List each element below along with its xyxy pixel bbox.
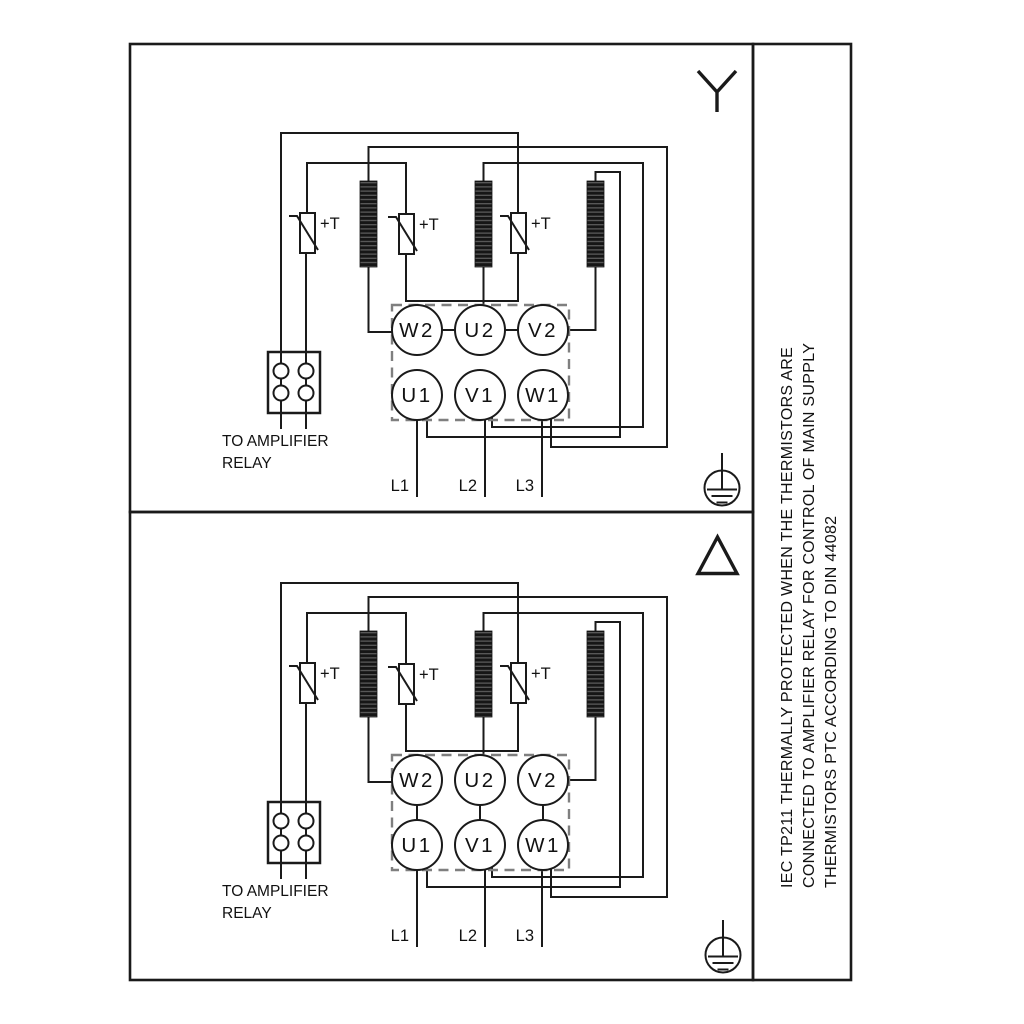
terminal-u1-label: U1: [401, 384, 433, 407]
motor-winding-coil-3: [587, 631, 604, 717]
supply-line-l3-label: L3: [515, 927, 534, 945]
thermistor-icon-3: [500, 213, 551, 253]
relay-note-line1: TO AMPLIFIER: [222, 433, 329, 450]
delta-icon: [698, 537, 737, 574]
terminal-v1-label: V1: [464, 384, 496, 407]
earth-icon-bottom: [706, 920, 741, 973]
relay-box: [268, 802, 320, 863]
terminal-v2-label: V2: [527, 319, 559, 342]
side-note: [779, 343, 840, 888]
amplifier-relay-terminal-block: [268, 802, 320, 863]
thermistor-link-wire-2: [406, 703, 518, 751]
coil1-to-w2-wire: [369, 267, 393, 332]
relay-note-line2: RELAY: [222, 905, 272, 922]
side-note-line-1: IEC TP211 THERMALLY PROTECTED WHEN THE THERMISTORS ARE: [779, 346, 796, 888]
coil3-to-v2-wire: [568, 717, 596, 780]
terminal-w2-label: W2: [399, 769, 435, 792]
relay-terminal: [299, 386, 314, 401]
relay-terminal: [274, 386, 289, 401]
terminal-board: [392, 305, 569, 420]
motor-winding-coils: [360, 631, 604, 717]
relay-terminal: [299, 836, 314, 851]
relay-terminal: [274, 364, 289, 379]
relay-terminal: [299, 364, 314, 379]
relay-box: [268, 352, 320, 413]
coil3-to-v2-wire: [568, 267, 596, 330]
thermistor-link-wire-1: [307, 613, 406, 664]
thermistors: [289, 213, 551, 254]
relay-terminal: [274, 836, 289, 851]
thermistor-icon-1: [289, 663, 340, 703]
motor-winding-coil-1: [360, 631, 377, 717]
coil1-to-w2-wire: [369, 717, 393, 782]
thermistor-label: +T: [419, 216, 439, 234]
terminal-w1-label: W1: [525, 834, 561, 857]
motor-winding-coil-3: [587, 181, 604, 267]
motor-winding-coil-2: [475, 631, 492, 717]
panel-delta: [222, 583, 667, 947]
supply-line-l2-label: L2: [458, 477, 477, 495]
amplifier-relay-terminal-block: [268, 352, 320, 413]
motor-winding-coils: [360, 181, 604, 267]
earth-icon-top: [705, 453, 740, 506]
star-icon: [698, 71, 736, 112]
thermistor-icon-2: [388, 664, 439, 704]
terminal-u2-label: U2: [464, 769, 496, 792]
relay-terminal: [299, 814, 314, 829]
motor-winding-coil-1: [360, 181, 377, 267]
supply-line-l3-label: L3: [515, 477, 534, 495]
relay-note-line1: TO AMPLIFIER: [222, 883, 329, 900]
side-note-line-3: THERMISTORS PTC ACCORDING TO DIN 44082: [823, 515, 840, 888]
thermistors: [289, 663, 551, 704]
delta-bridge-links: [417, 805, 543, 820]
side-note-line-2: CONNECTED TO AMPLIFIER RELAY FOR CONTROL OF MAIN SUPPLY: [801, 342, 818, 888]
terminal-v2-label: V2: [527, 769, 559, 792]
terminal-w1-label: W1: [525, 384, 561, 407]
terminal-u2-label: U2: [464, 319, 496, 342]
terminal-board: [392, 755, 569, 870]
supply-line-l2-label: L2: [458, 927, 477, 945]
terminal-v1-label: V1: [464, 834, 496, 857]
thermistor-label: +T: [419, 666, 439, 684]
thermistor-link-wire-2: [406, 253, 518, 301]
thermistor-link-wire-1: [307, 163, 406, 214]
thermistor-icon-1: [289, 213, 340, 253]
supply-line-l1-label: L1: [390, 927, 409, 945]
relay-terminal: [274, 814, 289, 829]
supply-line-l1-label: L1: [390, 477, 409, 495]
thermistor-label: +T: [531, 215, 551, 233]
thermistor-label: +T: [531, 665, 551, 683]
thermistor-label: +T: [320, 665, 340, 683]
terminal-w2-label: W2: [399, 319, 435, 342]
panel-star: [222, 133, 667, 497]
thermistor-icon-3: [500, 663, 551, 703]
thermistor-label: +T: [320, 215, 340, 233]
relay-note-line2: RELAY: [222, 455, 272, 472]
terminal-u1-label: U1: [401, 834, 433, 857]
motor-winding-coil-2: [475, 181, 492, 267]
thermistor-icon-2: [388, 214, 439, 254]
